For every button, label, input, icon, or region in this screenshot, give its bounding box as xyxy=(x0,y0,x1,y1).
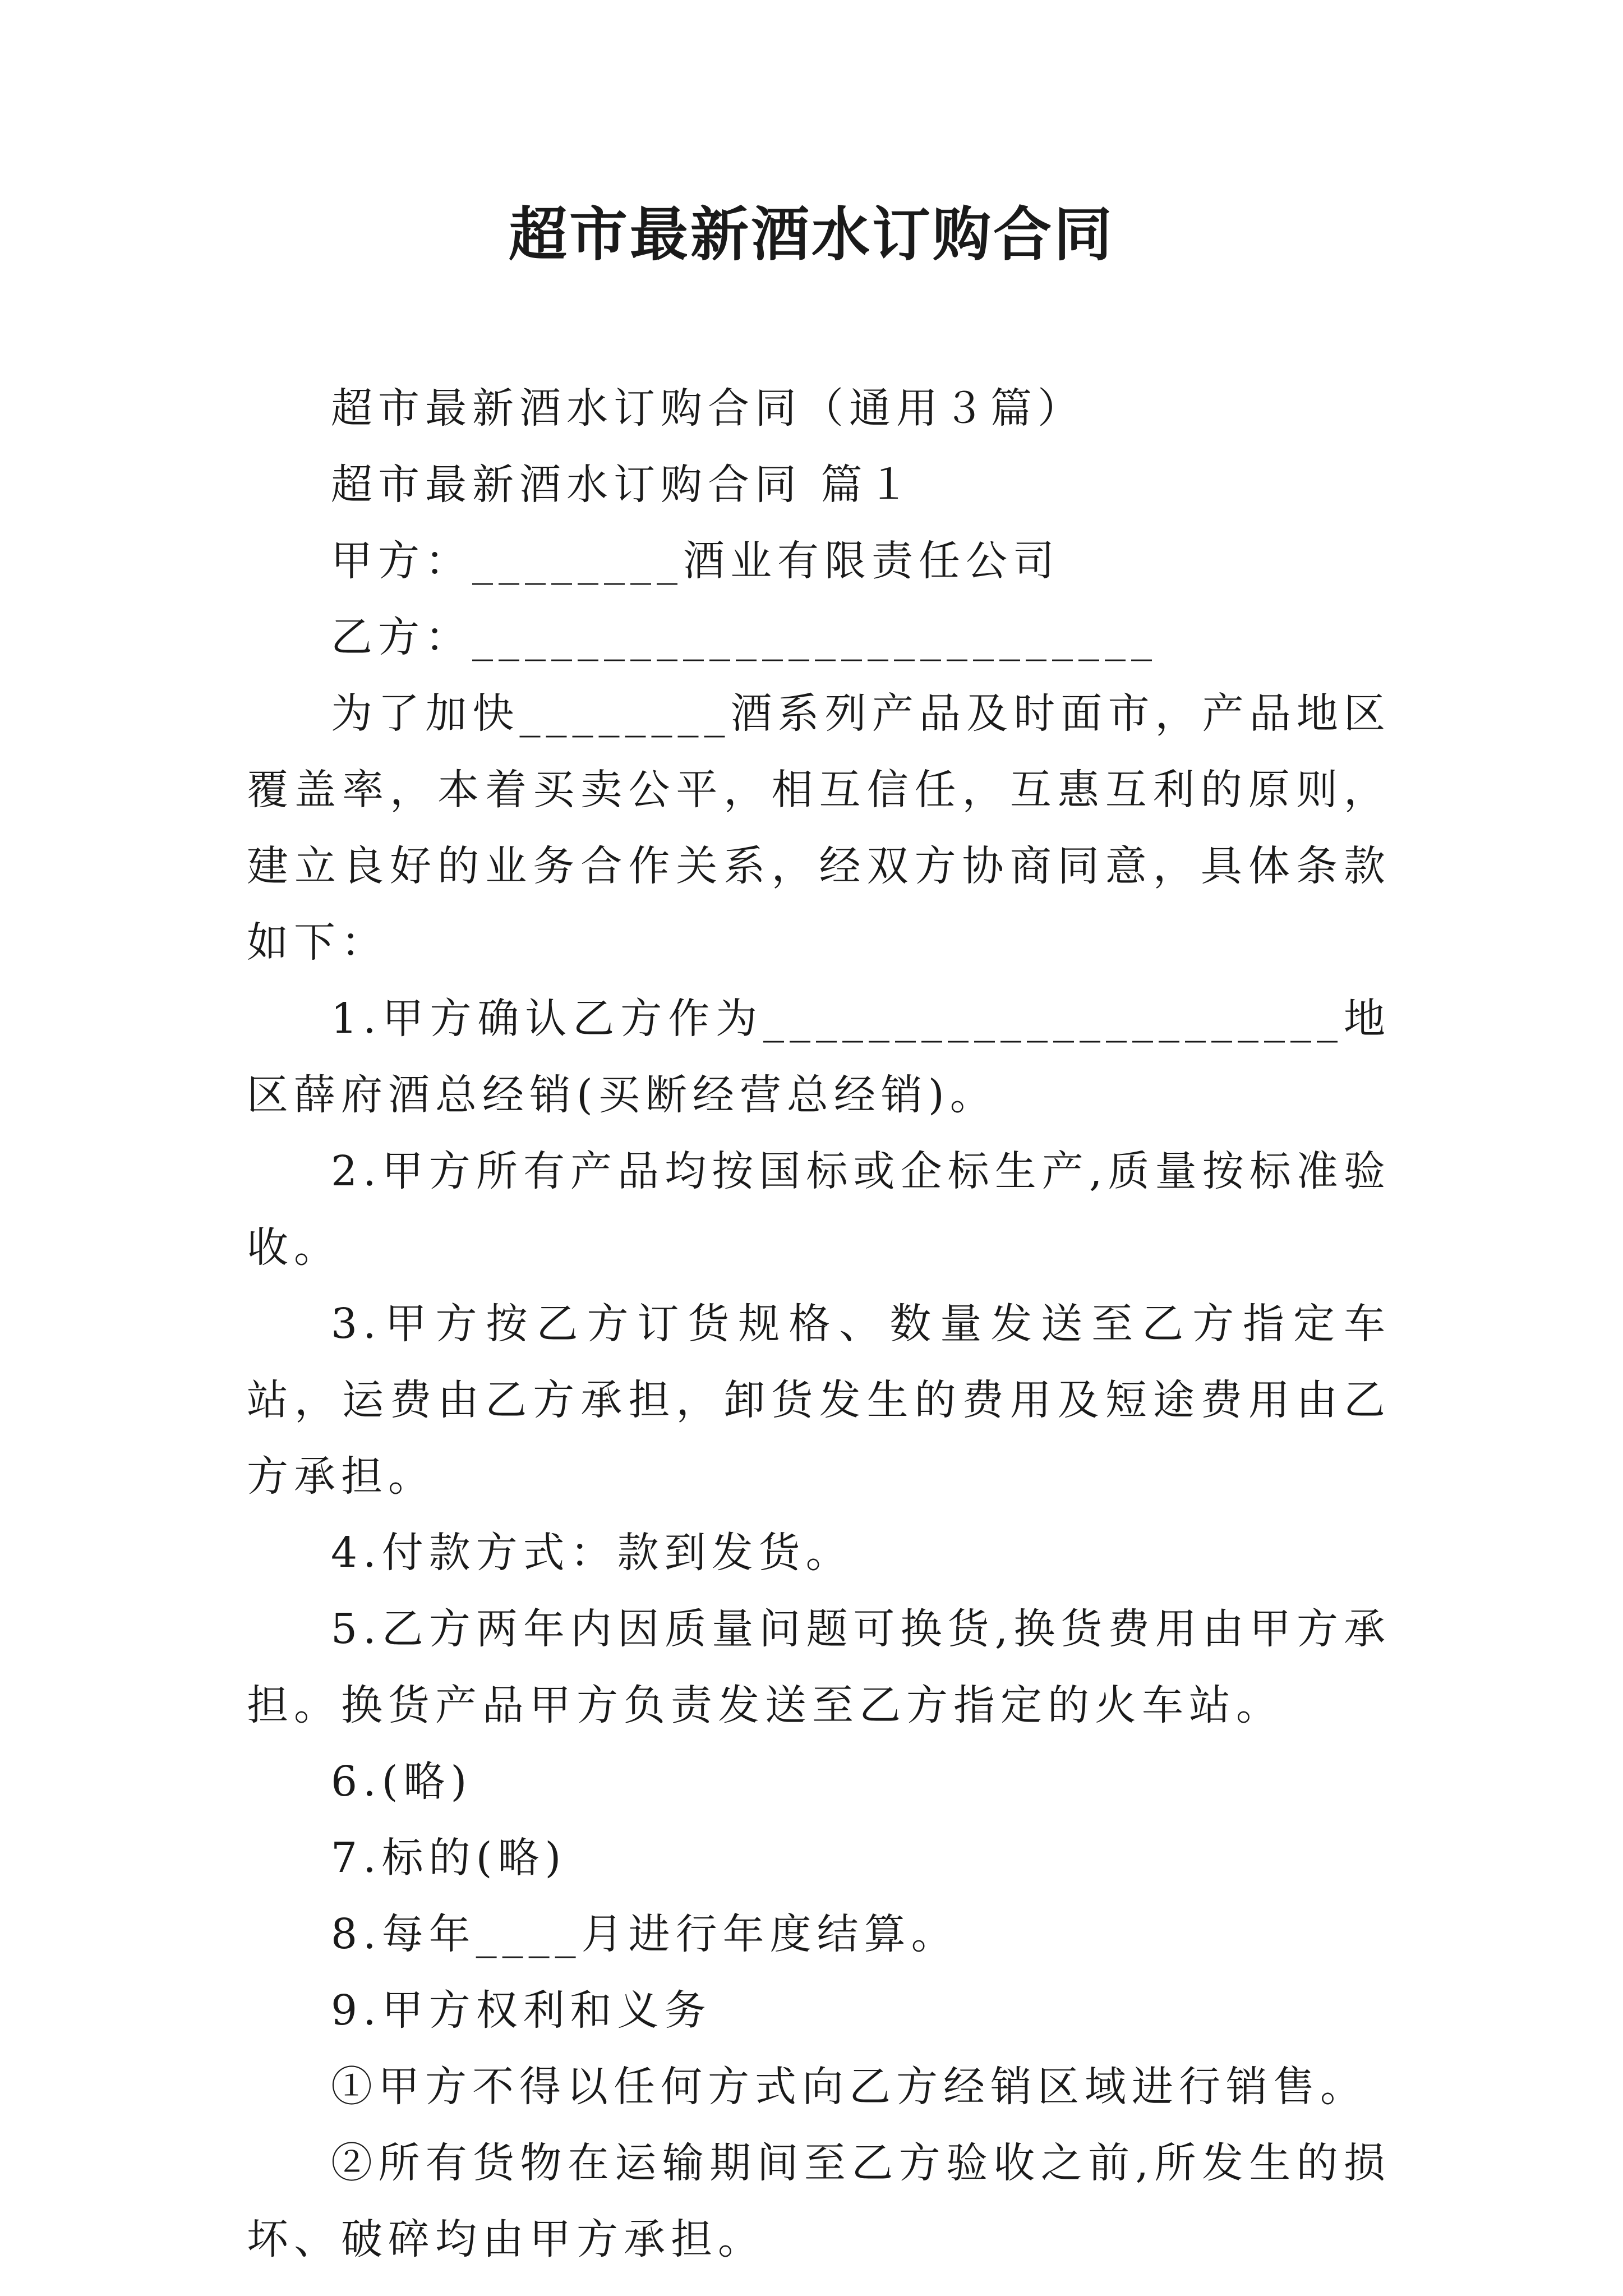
clause-3: 3.甲方按乙方订货规格、数量发送至乙方指定车站，运费由乙方承担，卸货发生的费用及短途费用由乙方承担。 xyxy=(247,1300,1391,1501)
paragraph-preamble: 为了加快________酒系列产品及时面市，产品地区覆盖率，本着买卖公平，相互信任，互惠互利的原则，建立良好的业务合作关系，经双方协商同意，具体条款如下： xyxy=(247,689,1391,967)
clause-7: 7.标的(略) xyxy=(331,1834,567,1882)
clause-9: 9.甲方权利和义务 xyxy=(331,1986,712,2035)
document-title: 超市最新酒水订购合同 xyxy=(508,200,1114,269)
clause-1: 1.甲方确认乙方作为______________________地区薛府酒总经销(买断经营总经销)。 xyxy=(247,995,1391,1119)
clause-6: 6.(略) xyxy=(331,1757,473,1806)
paragraph-section-heading: 超市最新酒水订购合同 篇１ xyxy=(331,461,915,509)
paragraph-party-a: 甲方：________酒业有限责任公司 xyxy=(331,537,1060,585)
clause-5: 5.乙方两年内因质量问题可换货,换货费用由甲方承担。换货产品甲方负责发送至乙方指定的火车站。 xyxy=(247,1605,1391,1729)
clause-9-item-1: ①甲方不得以任何方式向乙方经销区域进行销售。 xyxy=(331,2063,1367,2111)
clause-4: 4.付款方式：款到发货。 xyxy=(331,1529,853,1577)
paragraph-subtitle: 超市最新酒水订购合同（通用３篇） xyxy=(331,384,1085,432)
clause-2: 2.甲方所有产品均按国标或企标生产,质量按标准验收。 xyxy=(247,1147,1391,1272)
paragraph-party-b: 乙方：__________________________ xyxy=(331,613,1158,661)
clause-8: 8.每年____月进行年度结算。 xyxy=(331,1910,958,1958)
clause-9-item-2: ②所有货物在运输期间至乙方验收之前,所发生的损坏、破碎均由甲方承担。 xyxy=(247,2139,1391,2263)
document-body xyxy=(247,370,1391,2277)
